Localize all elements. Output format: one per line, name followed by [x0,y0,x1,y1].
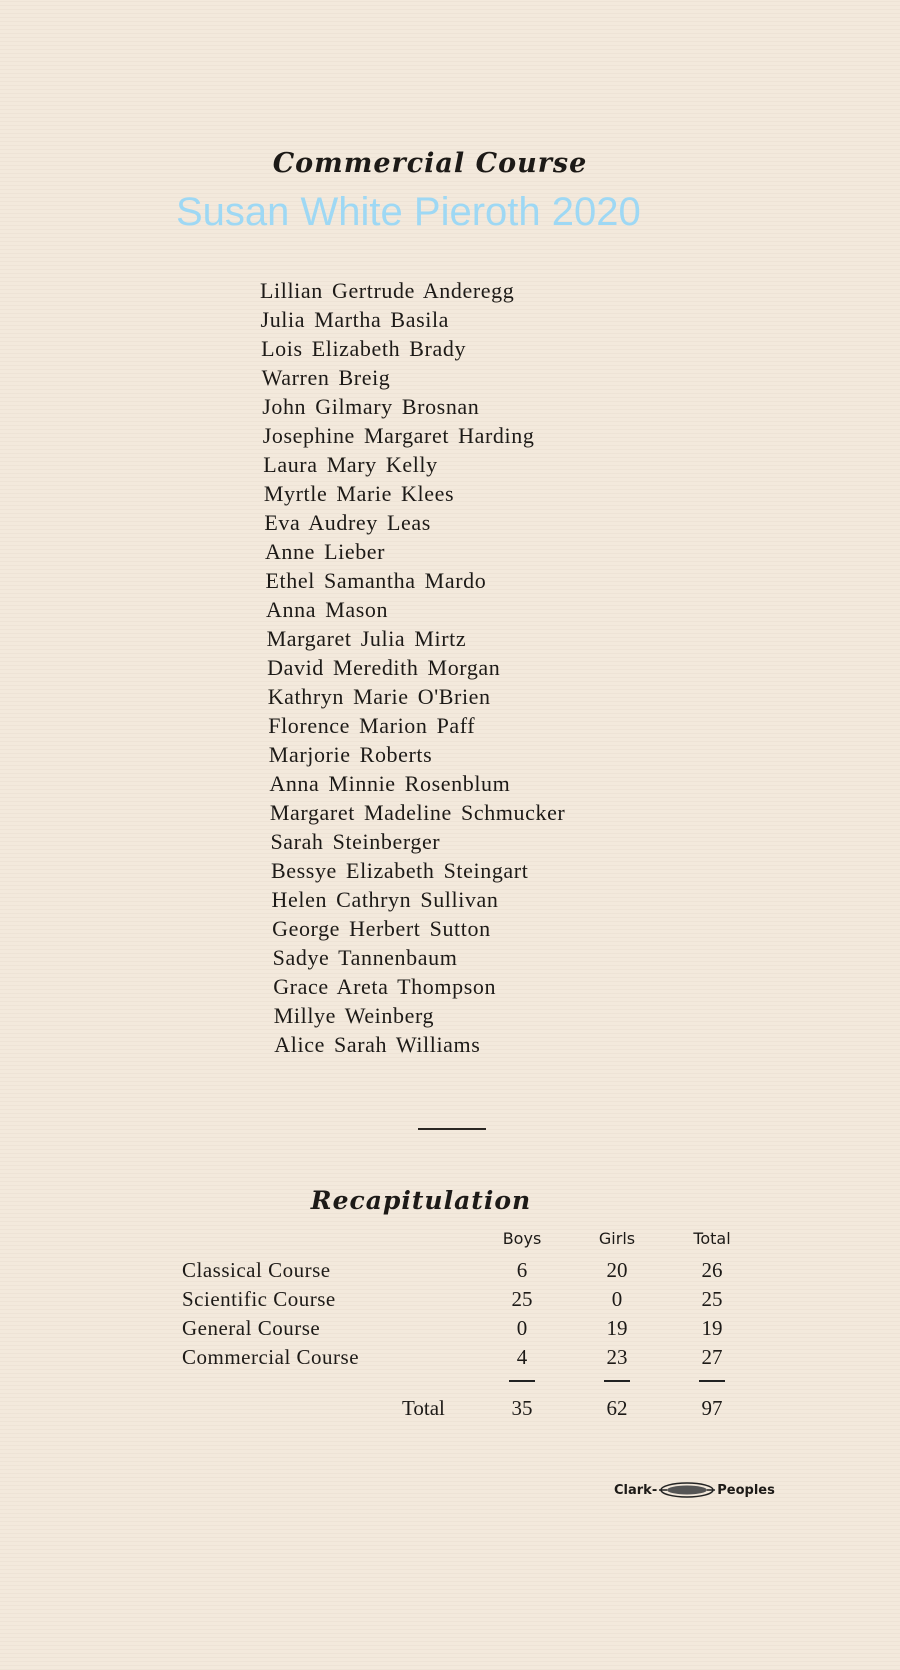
printer-mark [614,1482,775,1498]
graduate-name: Myrtle Marie Klees [263,481,455,506]
graduate-name: Margaret Julia Mirtz [266,626,467,651]
graduate-name: Sadye Tannenbaum [272,945,458,970]
recap-title: Recapitulation [310,1186,532,1215]
sum-rule [604,1380,630,1382]
total-girls: 62 [606,1396,628,1420]
row-boys: 0 [516,1316,528,1340]
header-girls: Girls [598,1229,636,1248]
printer-name-right: Peoples [717,1482,775,1498]
graduate-name: Marjorie Roberts [268,742,433,767]
row-boys: 25 [511,1287,533,1311]
total-boys: 35 [511,1396,533,1420]
sum-rule [509,1380,535,1382]
watermark: Susan White Pieroth 2020 [176,190,641,234]
graduate-name: Anna Minnie Rosenblum [269,771,511,796]
row-label: General Course [182,1316,321,1340]
sum-rule-row [180,1372,760,1390]
recap-total-row [180,1394,760,1423]
printer-seal-icon [659,1482,715,1498]
graduate-name: Grace Areta Thompson [273,974,497,999]
recap-table [180,1224,760,1423]
printer-name-left: Clark- [614,1482,658,1498]
row-label: Classical Course [182,1258,331,1282]
graduate-name: Eva Audrey Leas [264,510,431,535]
recap-header-row [180,1224,760,1256]
row-total: 26 [701,1258,723,1282]
row-girls: 0 [611,1287,623,1311]
graduate-name: Anna Mason [266,597,389,622]
page-title: Commercial Course [272,148,588,179]
graduate-name: Alice Sarah Williams [274,1032,481,1057]
graduate-name: Sarah Steinberger [270,829,441,854]
graduate-name: Warren Breig [261,365,391,390]
graduate-name: Bessye Elizabeth Steingart [271,858,529,883]
recap-row-general [180,1314,760,1343]
row-label: Commercial Course [182,1345,360,1369]
graduate-name: Lillian Gertrude Anderegg [260,278,515,303]
header-boys: Boys [502,1229,542,1248]
graduate-name: Margaret Madeline Schmucker [269,800,566,825]
graduate-name: Julia Martha Basila [260,307,450,332]
row-total: 25 [701,1287,723,1311]
graduate-name: George Herbert Sutton [272,916,491,941]
total-label: Total [402,1396,445,1420]
row-total: 19 [701,1316,723,1340]
row-label: Scientific Course [182,1287,336,1311]
recap-row-commercial [180,1343,760,1372]
graduate-name: David Meredith Morgan [267,655,501,680]
row-girls: 20 [606,1258,628,1282]
total-total: 97 [701,1396,723,1420]
graduate-name: John Gilmary Brosnan [262,394,480,419]
recap-row-classical [180,1256,760,1285]
graduate-name: Josephine Margaret Harding [262,423,535,448]
graduate-name: Kathryn Marie O'Brien [267,684,491,709]
graduate-name: Millye Weinberg [273,1003,435,1028]
graduate-list [260,276,565,1059]
row-boys: 6 [516,1258,528,1282]
row-total: 27 [701,1345,723,1369]
sum-rule [699,1380,725,1382]
header-total: Total [693,1229,731,1248]
graduate-name: Helen Cathryn Sullivan [271,887,499,912]
graduate-name: Ethel Samantha Mardo [265,568,487,593]
row-boys: 4 [516,1345,528,1369]
row-girls: 23 [606,1345,628,1369]
section-divider [418,1128,486,1130]
graduate-name: Lois Elizabeth Brady [261,336,467,361]
graduate-name: Laura Mary Kelly [263,452,438,477]
recap-row-scientific [180,1285,760,1314]
row-girls: 19 [606,1316,628,1340]
graduate-name: Anne Lieber [264,539,386,564]
graduate-name: Florence Marion Paff [268,713,476,738]
